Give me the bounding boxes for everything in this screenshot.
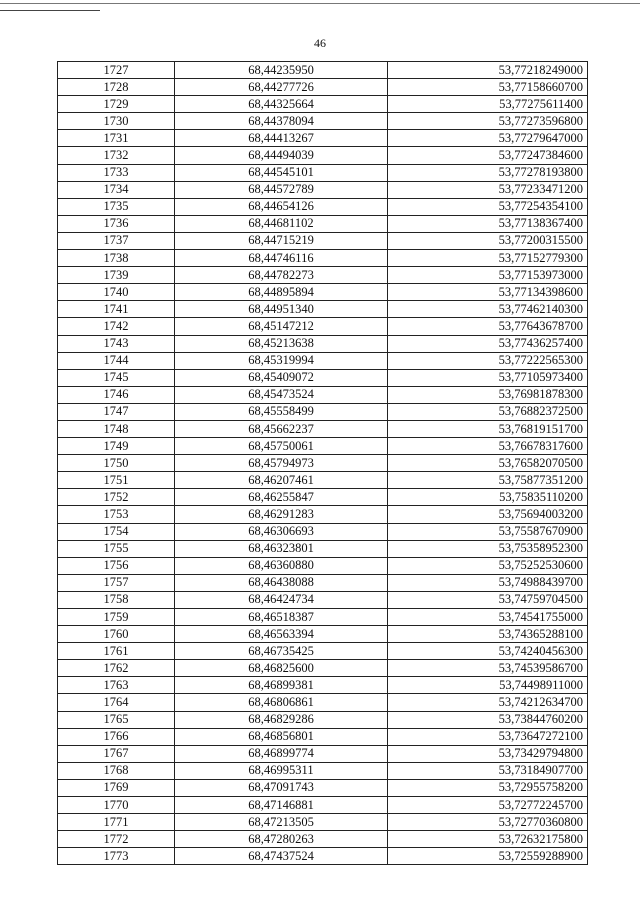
x-coordinate-cell: 68,44895894 xyxy=(175,284,388,301)
table-row xyxy=(58,232,588,249)
point-number-cell: 1739 xyxy=(58,267,175,284)
point-number-cell: 1736 xyxy=(58,215,175,232)
y-coordinate-cell: 53,72770360800 xyxy=(388,814,588,831)
y-coordinate-cell: 53,77273596800 xyxy=(388,113,588,130)
point-number-cell: 1732 xyxy=(58,147,175,164)
point-number-cell: 1769 xyxy=(58,779,175,796)
x-coordinate-cell: 68,47437524 xyxy=(175,848,388,865)
table-row xyxy=(58,113,588,130)
table-row xyxy=(58,284,588,301)
y-coordinate-cell: 53,77643678700 xyxy=(388,318,588,335)
x-coordinate-cell: 68,45750061 xyxy=(175,438,388,455)
table-row xyxy=(58,181,588,198)
table-row xyxy=(58,762,588,779)
y-coordinate-cell: 53,77105973400 xyxy=(388,369,588,386)
point-number-cell: 1753 xyxy=(58,506,175,523)
table-row xyxy=(58,728,588,745)
point-number-cell: 1747 xyxy=(58,403,175,420)
y-coordinate-cell: 53,77158660700 xyxy=(388,79,588,96)
point-number-cell: 1761 xyxy=(58,643,175,660)
x-coordinate-cell: 68,45473524 xyxy=(175,386,388,403)
x-coordinate-cell: 68,45147212 xyxy=(175,318,388,335)
y-coordinate-cell: 53,76882372500 xyxy=(388,403,588,420)
table-row xyxy=(58,455,588,472)
x-coordinate-cell: 68,44951340 xyxy=(175,301,388,318)
y-coordinate-cell: 53,77462140300 xyxy=(388,301,588,318)
x-coordinate-cell: 68,46323801 xyxy=(175,540,388,557)
y-coordinate-cell: 53,74498911000 xyxy=(388,677,588,694)
y-coordinate-cell: 53,74988439700 xyxy=(388,574,588,591)
x-coordinate-cell: 68,46829286 xyxy=(175,711,388,728)
point-number-cell: 1767 xyxy=(58,745,175,762)
table-row xyxy=(58,574,588,591)
y-coordinate-cell: 53,75358952300 xyxy=(388,540,588,557)
table-row xyxy=(58,96,588,113)
x-coordinate-cell: 68,46291283 xyxy=(175,506,388,523)
x-coordinate-cell: 68,44325664 xyxy=(175,96,388,113)
point-number-cell: 1735 xyxy=(58,198,175,215)
table-row xyxy=(58,591,588,608)
y-coordinate-cell: 53,72632175800 xyxy=(388,831,588,848)
y-coordinate-cell: 53,76981878300 xyxy=(388,386,588,403)
table-row xyxy=(58,352,588,369)
point-number-cell: 1742 xyxy=(58,318,175,335)
y-coordinate-cell: 53,75587670900 xyxy=(388,523,588,540)
point-number-cell: 1757 xyxy=(58,574,175,591)
point-number-cell: 1728 xyxy=(58,79,175,96)
y-coordinate-cell: 53,77138367400 xyxy=(388,215,588,232)
y-coordinate-cell: 53,76582070500 xyxy=(388,455,588,472)
y-coordinate-cell: 53,77134398600 xyxy=(388,284,588,301)
x-coordinate-cell: 68,46255847 xyxy=(175,489,388,506)
x-coordinate-cell: 68,46360880 xyxy=(175,557,388,574)
x-coordinate-cell: 68,46438088 xyxy=(175,574,388,591)
y-coordinate-cell: 53,77275611400 xyxy=(388,96,588,113)
table-row xyxy=(58,403,588,420)
point-number-cell: 1740 xyxy=(58,284,175,301)
point-number-cell: 1746 xyxy=(58,386,175,403)
table-row xyxy=(58,745,588,762)
x-coordinate-cell: 68,47146881 xyxy=(175,797,388,814)
x-coordinate-cell: 68,44715219 xyxy=(175,232,388,249)
y-coordinate-cell: 53,77218249000 xyxy=(388,62,588,79)
y-coordinate-cell: 53,77254354100 xyxy=(388,198,588,215)
x-coordinate-cell: 68,46563394 xyxy=(175,626,388,643)
y-coordinate-cell: 53,74365288100 xyxy=(388,626,588,643)
y-coordinate-cell: 53,75252530600 xyxy=(388,557,588,574)
table-row xyxy=(58,335,588,352)
x-coordinate-cell: 68,45558499 xyxy=(175,403,388,420)
table-row xyxy=(58,369,588,386)
y-coordinate-cell: 53,75877351200 xyxy=(388,472,588,489)
y-coordinate-cell: 53,74539586700 xyxy=(388,660,588,677)
y-coordinate-cell: 53,77152779300 xyxy=(388,250,588,267)
x-coordinate-cell: 68,44545101 xyxy=(175,164,388,181)
point-number-cell: 1745 xyxy=(58,369,175,386)
point-number-cell: 1729 xyxy=(58,96,175,113)
table-row xyxy=(58,318,588,335)
x-coordinate-cell: 68,46995311 xyxy=(175,762,388,779)
x-coordinate-cell: 68,46806861 xyxy=(175,694,388,711)
point-number-cell: 1743 xyxy=(58,335,175,352)
y-coordinate-cell: 53,77200315500 xyxy=(388,232,588,249)
point-number-cell: 1771 xyxy=(58,814,175,831)
table-row xyxy=(58,506,588,523)
point-number-cell: 1764 xyxy=(58,694,175,711)
coordinates-table xyxy=(57,61,588,865)
point-number-cell: 1754 xyxy=(58,523,175,540)
coordinates-table-body xyxy=(58,62,588,865)
point-number-cell: 1738 xyxy=(58,250,175,267)
x-coordinate-cell: 68,46899381 xyxy=(175,677,388,694)
point-number-cell: 1737 xyxy=(58,232,175,249)
table-row xyxy=(58,677,588,694)
x-coordinate-cell: 68,45794973 xyxy=(175,455,388,472)
y-coordinate-cell: 53,72772245700 xyxy=(388,797,588,814)
point-number-cell: 1756 xyxy=(58,557,175,574)
point-number-cell: 1758 xyxy=(58,591,175,608)
point-number-cell: 1772 xyxy=(58,831,175,848)
y-coordinate-cell: 53,77279647000 xyxy=(388,130,588,147)
table-row xyxy=(58,489,588,506)
point-number-cell: 1751 xyxy=(58,472,175,489)
table-row xyxy=(58,215,588,232)
y-coordinate-cell: 53,77278193800 xyxy=(388,164,588,181)
y-coordinate-cell: 53,77247384600 xyxy=(388,147,588,164)
y-coordinate-cell: 53,76819151700 xyxy=(388,420,588,437)
table-row xyxy=(58,626,588,643)
x-coordinate-cell: 68,46825600 xyxy=(175,660,388,677)
table-row xyxy=(58,267,588,284)
x-coordinate-cell: 68,45662237 xyxy=(175,420,388,437)
x-coordinate-cell: 68,44494039 xyxy=(175,147,388,164)
point-number-cell: 1755 xyxy=(58,540,175,557)
x-coordinate-cell: 68,44782273 xyxy=(175,267,388,284)
y-coordinate-cell: 53,77222565300 xyxy=(388,352,588,369)
top-rule-left xyxy=(0,10,100,11)
table-row xyxy=(58,797,588,814)
point-number-cell: 1773 xyxy=(58,848,175,865)
top-rule xyxy=(0,3,640,4)
y-coordinate-cell: 53,75835110200 xyxy=(388,489,588,506)
x-coordinate-cell: 68,44378094 xyxy=(175,113,388,130)
x-coordinate-cell: 68,47091743 xyxy=(175,779,388,796)
table-row xyxy=(58,831,588,848)
table-row xyxy=(58,643,588,660)
y-coordinate-cell: 53,74541755000 xyxy=(388,609,588,626)
point-number-cell: 1768 xyxy=(58,762,175,779)
table-row xyxy=(58,164,588,181)
y-coordinate-cell: 53,74759704500 xyxy=(388,591,588,608)
y-coordinate-cell: 53,77153973000 xyxy=(388,267,588,284)
table-row xyxy=(58,198,588,215)
table-row xyxy=(58,609,588,626)
point-number-cell: 1766 xyxy=(58,728,175,745)
table-row xyxy=(58,660,588,677)
point-number-cell: 1750 xyxy=(58,455,175,472)
x-coordinate-cell: 68,46424734 xyxy=(175,591,388,608)
point-number-cell: 1748 xyxy=(58,420,175,437)
table-row xyxy=(58,79,588,96)
y-coordinate-cell: 53,73647272100 xyxy=(388,728,588,745)
x-coordinate-cell: 68,46899774 xyxy=(175,745,388,762)
table-row xyxy=(58,557,588,574)
table-row xyxy=(58,540,588,557)
point-number-cell: 1727 xyxy=(58,62,175,79)
y-coordinate-cell: 53,73429794800 xyxy=(388,745,588,762)
table-row xyxy=(58,130,588,147)
y-coordinate-cell: 53,74212634700 xyxy=(388,694,588,711)
x-coordinate-cell: 68,44746116 xyxy=(175,250,388,267)
x-coordinate-cell: 68,46856801 xyxy=(175,728,388,745)
point-number-cell: 1730 xyxy=(58,113,175,130)
y-coordinate-cell: 53,72955758200 xyxy=(388,779,588,796)
table-row xyxy=(58,814,588,831)
table-row xyxy=(58,472,588,489)
point-number-cell: 1741 xyxy=(58,301,175,318)
x-coordinate-cell: 68,47213505 xyxy=(175,814,388,831)
table-row xyxy=(58,523,588,540)
table-row xyxy=(58,250,588,267)
x-coordinate-cell: 68,46518387 xyxy=(175,609,388,626)
x-coordinate-cell: 68,44681102 xyxy=(175,215,388,232)
x-coordinate-cell: 68,45213638 xyxy=(175,335,388,352)
table-row xyxy=(58,62,588,79)
table-row xyxy=(58,420,588,437)
point-number-cell: 1731 xyxy=(58,130,175,147)
table-row xyxy=(58,779,588,796)
table-row xyxy=(58,301,588,318)
x-coordinate-cell: 68,44654126 xyxy=(175,198,388,215)
table-row xyxy=(58,147,588,164)
y-coordinate-cell: 53,76678317600 xyxy=(388,438,588,455)
y-coordinate-cell: 53,75694003200 xyxy=(388,506,588,523)
x-coordinate-cell: 68,44235950 xyxy=(175,62,388,79)
point-number-cell: 1749 xyxy=(58,438,175,455)
point-number-cell: 1765 xyxy=(58,711,175,728)
point-number-cell: 1762 xyxy=(58,660,175,677)
point-number-cell: 1733 xyxy=(58,164,175,181)
y-coordinate-cell: 53,72559288900 xyxy=(388,848,588,865)
table-row xyxy=(58,711,588,728)
page-number: 46 xyxy=(314,36,326,50)
x-coordinate-cell: 68,45409072 xyxy=(175,369,388,386)
x-coordinate-cell: 68,44413267 xyxy=(175,130,388,147)
table-row xyxy=(58,438,588,455)
x-coordinate-cell: 68,47280263 xyxy=(175,831,388,848)
x-coordinate-cell: 68,46735425 xyxy=(175,643,388,660)
point-number-cell: 1734 xyxy=(58,181,175,198)
x-coordinate-cell: 68,46207461 xyxy=(175,472,388,489)
y-coordinate-cell: 53,73184907700 xyxy=(388,762,588,779)
x-coordinate-cell: 68,44277726 xyxy=(175,79,388,96)
point-number-cell: 1760 xyxy=(58,626,175,643)
point-number-cell: 1763 xyxy=(58,677,175,694)
point-number-cell: 1752 xyxy=(58,489,175,506)
table-row xyxy=(58,848,588,865)
x-coordinate-cell: 68,44572789 xyxy=(175,181,388,198)
x-coordinate-cell: 68,45319994 xyxy=(175,352,388,369)
x-coordinate-cell: 68,46306693 xyxy=(175,523,388,540)
y-coordinate-cell: 53,77436257400 xyxy=(388,335,588,352)
point-number-cell: 1759 xyxy=(58,609,175,626)
table-row xyxy=(58,694,588,711)
y-coordinate-cell: 53,74240456300 xyxy=(388,643,588,660)
table-row xyxy=(58,386,588,403)
y-coordinate-cell: 53,77233471200 xyxy=(388,181,588,198)
y-coordinate-cell: 53,73844760200 xyxy=(388,711,588,728)
point-number-cell: 1770 xyxy=(58,797,175,814)
point-number-cell: 1744 xyxy=(58,352,175,369)
